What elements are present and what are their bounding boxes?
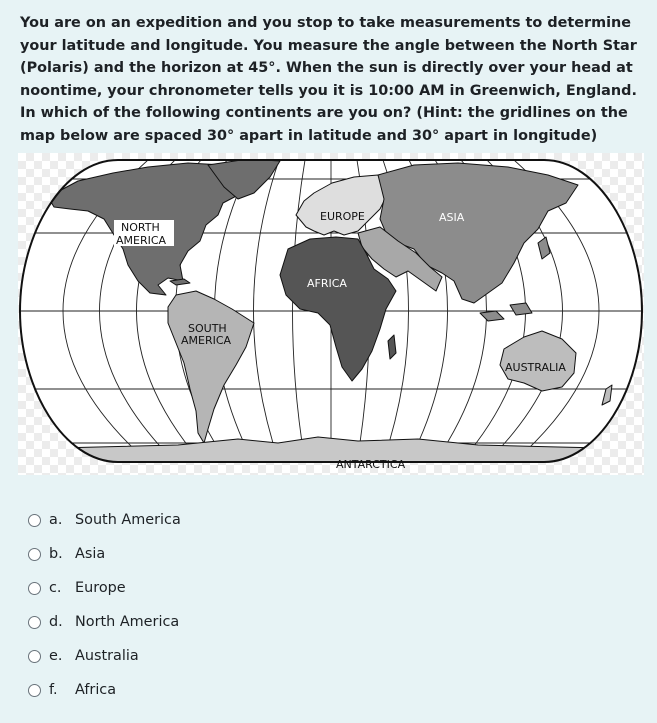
question-text: You are on an expedition and you stop to take measurements to determine your latitude and longitude. You measure the angle between the North Star (Polaris) and the horizon at 45°. When the sun is directly over your head at noontime, your chronometer tells you it is 10:00 AM in Greenwich, England. In which of the following continents are you on? (Hint: the gridlines on the map below are spaced 30° apart in latitude and 30° apart in longitude) xyxy=(20,15,637,144)
label-south-america-line1: SOUTH xyxy=(188,322,227,335)
label-australia: AUSTRALIA xyxy=(505,361,566,374)
option-letter: b. xyxy=(49,546,63,562)
option-text: North America xyxy=(75,614,180,630)
option-text: Australia xyxy=(75,648,139,664)
radio-button[interactable] xyxy=(28,514,41,527)
radio-button[interactable] xyxy=(28,616,41,629)
option-letter: a. xyxy=(49,512,63,528)
answer-options xyxy=(28,503,181,707)
label-europe: EUROPE xyxy=(320,210,365,223)
option-text: Africa xyxy=(75,682,117,698)
option-letter: d. xyxy=(49,614,63,630)
option-a[interactable] xyxy=(28,503,181,537)
option-d[interactable] xyxy=(28,605,181,639)
label-north-america-line2: AMERICA xyxy=(116,234,167,247)
option-e[interactable] xyxy=(28,639,181,673)
option-b[interactable] xyxy=(28,537,181,571)
option-letter: c. xyxy=(49,580,62,596)
option-f[interactable] xyxy=(28,673,181,707)
world-map xyxy=(18,153,644,475)
option-c[interactable] xyxy=(28,571,181,605)
world-map-graphic xyxy=(18,153,644,475)
label-antarctica: ANTARCTICA xyxy=(336,458,406,471)
radio-button[interactable] xyxy=(28,650,41,663)
radio-button[interactable] xyxy=(28,684,41,697)
radio-button[interactable] xyxy=(28,582,41,595)
option-text: Asia xyxy=(75,546,106,562)
option-text: Europe xyxy=(75,580,126,596)
label-africa: AFRICA xyxy=(307,277,347,290)
option-letter: e. xyxy=(49,648,63,664)
option-letter: f. xyxy=(49,682,58,698)
label-north-america-line1: NORTH xyxy=(121,221,160,234)
label-asia: ASIA xyxy=(439,211,465,224)
radio-button[interactable] xyxy=(28,548,41,561)
label-south-america-line2: AMERICA xyxy=(181,334,232,347)
option-text: South America xyxy=(75,512,181,528)
